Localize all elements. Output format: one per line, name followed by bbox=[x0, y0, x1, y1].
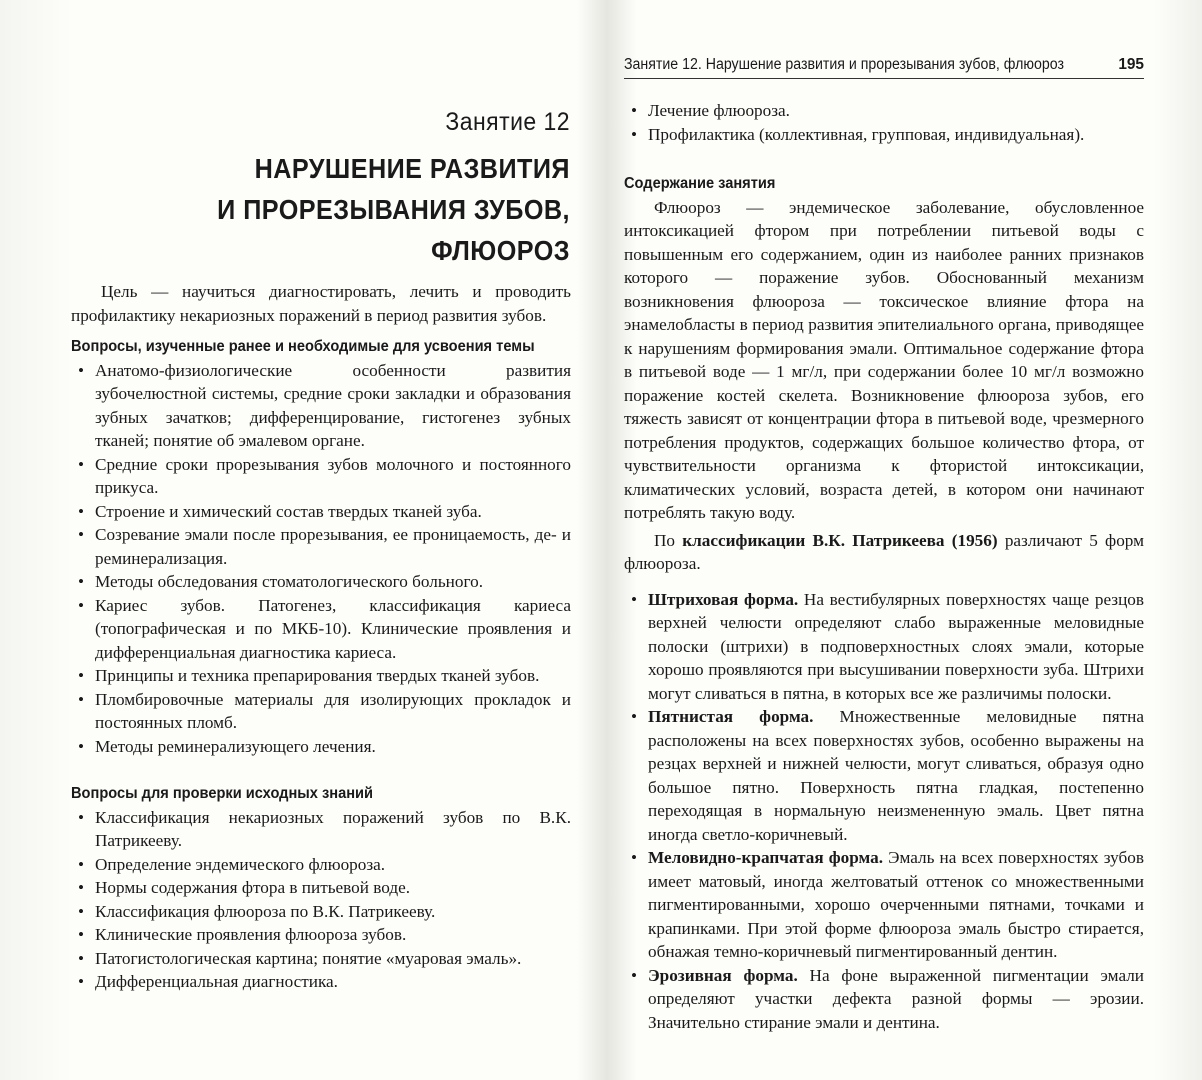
form-item bbox=[624, 705, 1144, 846]
form-item bbox=[624, 846, 1144, 964]
content-heading: Содержание занятия bbox=[624, 175, 776, 192]
section2-list bbox=[71, 806, 571, 994]
section1-list bbox=[71, 359, 571, 759]
list-item: • Классификация флюороза по В.К. Патрикееву. bbox=[71, 900, 571, 924]
list-item: • Пломбировочные материалы для изолирующих прокладок и постоянных пломб. bbox=[71, 688, 571, 735]
list-item: • Принципы и техника препарирования твердых тканей зубов. bbox=[71, 664, 571, 688]
form-name: Пятнистая форма. bbox=[648, 707, 814, 726]
left-body bbox=[71, 280, 571, 994]
list-item: • Строение и химический состав твердых тканей зуба. bbox=[71, 500, 571, 524]
list-item: • Клинические проявления флюороза зубов. bbox=[71, 923, 571, 947]
list-item: • Профилактика (коллективная, групповая, индивидуальная). bbox=[624, 123, 1144, 147]
list-item: • Дифференциальная диагностика. bbox=[71, 970, 571, 994]
list-item: • Методы реминерализующего лечения. bbox=[71, 735, 571, 759]
list-item: • Кариес зубов. Патогенез, классификация кариеса (топографическая и по МКБ-10). Клинические проявления и дифференциальная диагностика кариеса. bbox=[71, 594, 571, 665]
form-text: На фоне выраженной пигментации эмали определяют участки дефекта разной формы — эрозии. Значительно стирание эмали и дентина. bbox=[648, 965, 1144, 1032]
right-body bbox=[624, 99, 1144, 1034]
list-item: • Патогистологическая картина; понятие «муаровая эмаль». bbox=[71, 947, 571, 971]
list-item: • Определение эндемического флюороза. bbox=[71, 853, 571, 877]
chapter-title-line2: И ПРОРЕЗЫВАНИЯ ЗУБОВ, ФЛЮОРОЗ bbox=[217, 194, 570, 266]
left-page bbox=[0, 0, 600, 1080]
chapter-title bbox=[147, 148, 570, 271]
list-item: • Средние сроки прорезывания зубов молочного и постоянного прикуса. bbox=[71, 453, 571, 500]
form-name: Эрозивная форма. bbox=[648, 965, 798, 985]
classification-bold: классификации В.К. Патрикеева (1956) bbox=[682, 530, 998, 550]
list-item: • Созревание эмали после прорезывания, ее проницаемость, де- и реминерализация. bbox=[71, 523, 571, 570]
top-list bbox=[624, 99, 1144, 146]
list-item: • Нормы содержания фтора в питьевой воде. bbox=[71, 876, 571, 900]
forms-list bbox=[624, 588, 1144, 1035]
section1-heading: Вопросы, изученные ранее и необходимые для усвоения темы bbox=[71, 338, 535, 355]
running-head-title: Занятие 12. Нарушение развития и прорезывания зубов, флюороз bbox=[624, 56, 1064, 73]
list-item: • Лечение флюороза. bbox=[624, 99, 1144, 123]
form-text: На вестибулярных поверхностях чаще резцов верхней челюсти определяют слабо выраженные меловидные полоски (штрихи) в подповерхностных слоях эмали, которые хорошо проявляются при высушивании поверхности зуба. Штрихи могут сливаться в пятна, в которых все же различимы полоски. bbox=[648, 589, 1144, 703]
form-text: Эмаль на всех поверхностях зубов имеет матовый, иногда желтоватый оттенок со множественными пигментированными, хорошо очерченными пятнами, точками и крапинками. При этой форме флюороза эмаль быстро стирается, обнажая темно-коричневый пигментированный дентин. bbox=[648, 848, 1144, 961]
list-item: • Классификация некариозных поражений зубов по В.К. Патрикееву. bbox=[71, 806, 571, 853]
form-text: Множественные меловидные пятна расположены на всех поверхностях зубов, особенно выражены на резцах верхней и нижней челюсти, могут сливаться, образуя одно большое пятно. Поверхность пятна гладкая, постепенно переходящая в нормальную неизмененную эмаль. Цвет пятна иногда светло-коричневый. bbox=[648, 707, 1144, 844]
classification-post: различают 5 форм флюороза. bbox=[624, 530, 1144, 573]
form-item bbox=[624, 588, 1144, 706]
right-page bbox=[600, 0, 1202, 1080]
section2-heading: Вопросы для проверки исходных знаний bbox=[71, 785, 374, 802]
form-name: Меловидно-крапчатая форма. bbox=[648, 848, 884, 867]
form-item bbox=[624, 964, 1144, 1035]
classification-pre: По bbox=[654, 530, 683, 550]
classification-paragraph bbox=[624, 529, 1144, 576]
page-number: 195 bbox=[1118, 56, 1144, 73]
form-name: Штриховая форма. bbox=[648, 589, 799, 609]
list-item: • Методы обследования стоматологического больного. bbox=[71, 570, 571, 594]
chapter-title-line1: НАРУШЕНИЕ РАЗВИТИЯ bbox=[254, 153, 570, 184]
running-head bbox=[624, 56, 1144, 79]
chapter-number: Занятие 12 bbox=[445, 108, 570, 136]
goal-paragraph: Цель — научиться диагностировать, лечить и проводить профилактику некариозных поражений в период развития зубов. bbox=[71, 282, 571, 325]
list-item: • Анатомо-физиологические особенности развития зубочелюстной системы, средние сроки закладки и образования зубных зачатков; дифференцирование, гистогенез зубных тканей; понятие об эмалевом органе. bbox=[71, 359, 571, 453]
fluorosis-paragraph: Флюороз — эндемическое заболевание, обусловленное интоксикацией фтором при потреблении питьевой воды с повышенным его содержанием, один из наиболее ранних признаков которого — поражение зубов. Обоснованный механизм возникновения флюороза — токсическое влияние фтора на энамелобласты в период развития эпителиального органа, приводящее к нарушениям формирования эмали. Оптимальное содержание фтора в питьевой воде — 1 мг/л, при содержании более 10 мг/л возможно поражение костей скелета. Возникновение флюороза зубов, его тяжесть зависят от концентрации фтора в питьевой воде, чрезмерного потребления продуктов, содержащих большое количество фтора, от чувствительности организма к фтористой интоксикации, климатических условий, возраста детей, в котором они начинают потреблять такую воду. bbox=[624, 197, 1144, 522]
